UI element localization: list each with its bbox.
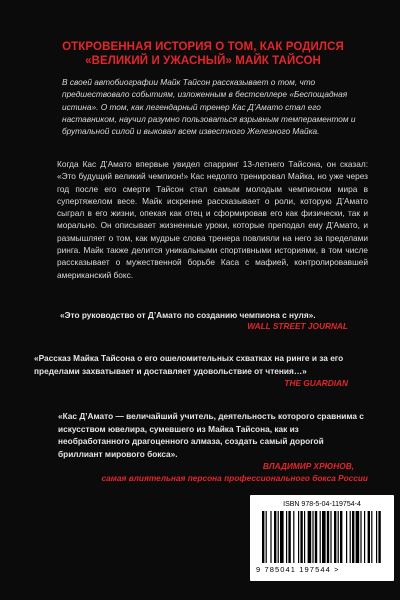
isbn-label: ISBN 978-5-04-119754-4 [283,501,361,508]
ean13-barcode-icon [262,511,382,567]
review-source-3-detail: самая влиятельная персона профессионального бокса России [101,473,368,483]
review-quote-2: «Рассказ Майка Тайсона о его ошеломительных схватках на ринге и за его пределами захватывает и доставляет удовольствие от чтения…» [34,353,344,376]
review-source-2: THE GUARDIAN [284,378,348,388]
cover-headline [28,40,378,68]
headline-line-1: ОТКРОВЕННАЯ ИСТОРИЯ О ТОМ, КАК РОДИЛСЯ [62,41,344,53]
review-quote-1: «Это руководство от Д’Амато по созданию чемпиона с нуля». [60,310,316,320]
description-paragraph: Когда Кас Д’Амато впервые увидел спарринг 13-летнего Тайсона, он сказал: «Это будущий великий чемпион!» Кас недолго тренировал Майка, но уже через год после его смерти Тайсон стал самым молодым чемпионом мира в супертяжелом весе. Майк искренне рассказывает о роли, которую Д’Амато сыграл в его жизни, опекая как отец и сформировав его как физически, так и морально. Он описывает жизненные уроки, которые преподал ему Д’Амато, и размышляет о том, как мудрые слова тренера повлияли на него за пределами ринга. Майк также делится уникальными спортивными историями, в том числе рассказывает о мужественной борьбе Каса с мафией, контролировавшей американский бокс. [57,159,368,280]
review-quote-3: «Кас Д’Амато — величайший учитель, деятельность которого сравнима с искусством ювелира, сумевшего из Майка Тайсона, как из необработанного драгоценного алмаза, создать самый дорогой бриллиант мирового бокса». [58,411,364,459]
intro-paragraph: В своей автобиографии Майк Тайсон рассказывает о том, что предшествовало событиям, изложенным в бестселлере «Беспощадная истина». О том, как легендарный тренер Кас Д’Амато стал его наставником, научил разумно пользоваться взрывным темпераментом и брутальной силой и выковал всем известного Железного Майка. [62,77,356,137]
isbn-digits: 9 785041 197544 > [256,565,340,574]
review-source-1: WALL STREET JOURNAL [247,321,348,331]
isbn-barcode-box [250,495,394,581]
review-source-3: ВЛАДИМИР ХРЮНОВ, [262,461,354,471]
headline-line-2: «ВЕЛИКИЙ И УЖАСНЫЙ» МАЙК ТАЙСОН [85,55,321,67]
